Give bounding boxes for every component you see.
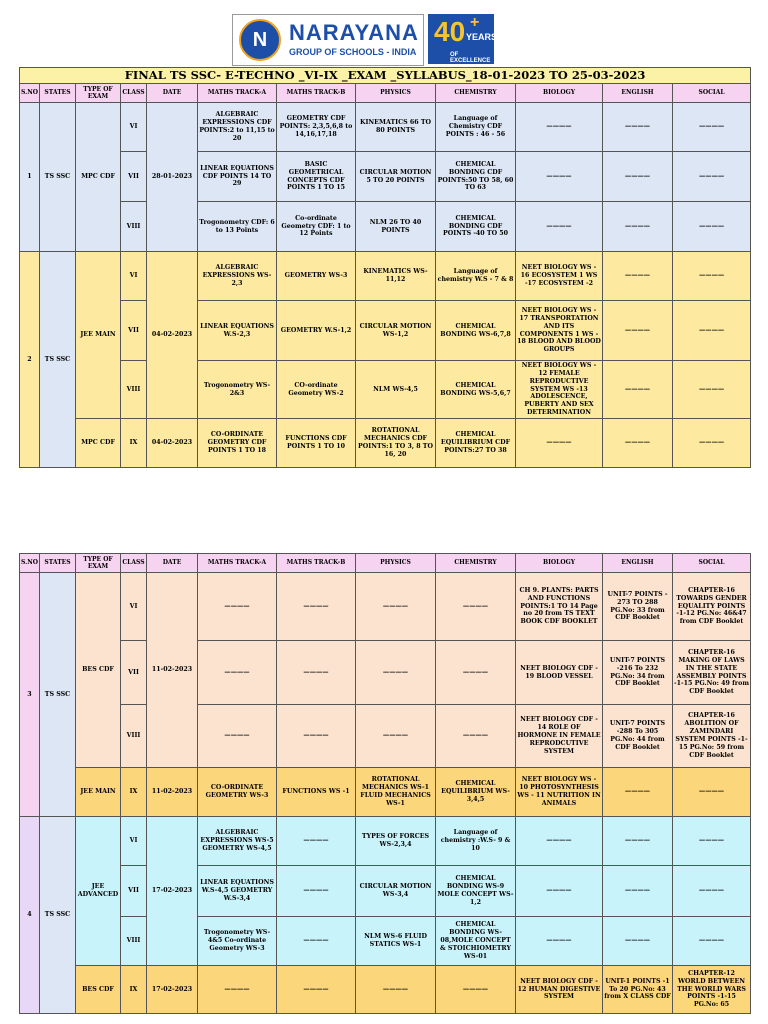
physics-cell: NLM WS-4,5: [356, 361, 436, 419]
brand-subtitle: GROUP OF SCHOOLS - INDIA: [289, 47, 417, 57]
biology-cell: NEET BIOLOGY CDF - 12 HUMAN DIGESTIVE SYSTEM: [516, 966, 603, 1014]
maths-a-cell: Trogonometry WS-2&3: [198, 361, 277, 419]
date-cell: 11-02-2023: [147, 573, 198, 768]
chemistry-cell: ————: [436, 966, 516, 1014]
maths-b-cell: BASIC GEOMETRICAL CONCEPTS CDF POINTS 1 TO 15: [277, 152, 356, 202]
english-cell: ————: [603, 768, 673, 817]
maths-b-cell: ————: [277, 705, 356, 768]
social-cell: ————: [673, 252, 751, 301]
english-cell: UNIT-7 POINTS -288 To 305 PG.No: 44 from CDF Booklet: [603, 705, 673, 768]
biology-cell: NEET BIOLOGY WS - 10 PHOTOSYNTHESIS WS - 11 NUTRITION IN ANIMALS: [516, 768, 603, 817]
maths-b-cell: ————: [277, 917, 356, 966]
social-cell: ————: [673, 152, 751, 202]
chemistry-cell: Language of chemistry :W.S- 9 & 10: [436, 817, 516, 866]
narayana-emblem-icon: N: [239, 19, 281, 61]
physics-cell: ————: [356, 573, 436, 641]
class-cell: VIII: [121, 705, 147, 768]
date-cell: 17-02-2023: [147, 817, 198, 966]
table-row: [20, 768, 751, 817]
social-cell: ————: [673, 817, 751, 866]
social-cell: ————: [673, 917, 751, 966]
maths-b-cell: ————: [277, 641, 356, 705]
chemistry-cell: CHEMICAL BONDING WS-08,MOLE CONCEPT & STOICHIOMETRY WS-01: [436, 917, 516, 966]
header-row: [20, 554, 751, 573]
biology-cell: NEET BIOLOGY WS - 17 TRANSPORTATION AND ITS COMPONENTS 1 WS - 18 BLOOD AND BLOOD GROUPS: [516, 301, 603, 361]
sno-cell: 2: [20, 252, 40, 468]
biology-cell: NEET BIOLOGY WS - 16 ECOSYSTEM 1 WS -17 ECOSYSTEM -2: [516, 252, 603, 301]
table-row: [20, 202, 751, 252]
class-cell: VII: [121, 866, 147, 917]
english-cell: ————: [603, 361, 673, 419]
physics-cell: CIRCULAR MOTION WS-1,2: [356, 301, 436, 361]
maths-b-cell: ————: [277, 573, 356, 641]
exam-cell: BES CDF: [76, 966, 121, 1014]
social-cell: CHAPTER-16 MAKING OF LAWS IN THE STATE ASSEMBLY POINTS -1-15 PG.No: 49 from CDF Booklet: [673, 641, 751, 705]
header-class: CLASS: [121, 554, 147, 573]
physics-cell: KINEMATICS WS-11,12: [356, 252, 436, 301]
header-maths-track-b: MATHS TRACK-B: [277, 84, 356, 103]
class-cell: VI: [121, 103, 147, 152]
state-cell: TS SSC: [40, 817, 76, 1014]
header-maths-track-b: MATHS TRACK-B: [277, 554, 356, 573]
maths-a-cell: LINEAR EQUATIONS W.S-2,3: [198, 301, 277, 361]
english-cell: ————: [603, 866, 673, 917]
chemistry-cell: CHEMICAL BONDING WS-9 MOLE CONCEPT WS-1,2: [436, 866, 516, 917]
header-class: CLASS: [121, 84, 147, 103]
class-cell: VII: [121, 152, 147, 202]
physics-cell: NLM WS-6 FLUID STATICS WS-1: [356, 917, 436, 966]
physics-cell: ROTATIONAL MECHANICS CDF POINTS:1 TO 3, 8 TO 16, 20: [356, 419, 436, 468]
table-row: [20, 817, 751, 866]
maths-a-cell: LINEAR EQUATIONS W.S-4,5 GEOMETRY W.S-3,4: [198, 866, 277, 917]
class-cell: IX: [121, 419, 147, 468]
physics-cell: KINEMATICS 66 TO 80 POINTS: [356, 103, 436, 152]
maths-b-cell: Co-ordinate Geometry CDF: 1 to 12 Points: [277, 202, 356, 252]
maths-a-cell: LINEAR EQUATIONS CDF POINTS 14 TO 29: [198, 152, 277, 202]
biology-cell: ————: [516, 152, 603, 202]
table-row: [20, 152, 751, 202]
chemistry-cell: Language of Chemistry CDF POINTS : 46 - 56: [436, 103, 516, 152]
maths-a-cell: Trogonometry WS-4&5 Co-ordinate Geometry WS-3: [198, 917, 277, 966]
header-date: DATE: [147, 84, 198, 103]
exam-cell: MPC CDF: [76, 419, 121, 468]
header-sno: S.NO: [20, 554, 40, 573]
badge-plus: +: [470, 14, 480, 31]
header-physics: PHYSICS: [356, 554, 436, 573]
class-cell: VIII: [121, 361, 147, 419]
chemistry-cell: Language of chemistry W.S - 7 & 8: [436, 252, 516, 301]
maths-a-cell: ALGEBRAIC EXPRESSIONS CDF POINTS:2 to 11,15 to 20: [198, 103, 277, 152]
syllabus-table-2: [19, 553, 751, 1014]
chemistry-cell: CHEMICAL BONDING CDF POINTS:50 TO 58, 60 TO 63: [436, 152, 516, 202]
class-cell: VI: [121, 817, 147, 866]
header-social: SOCIAL: [673, 84, 751, 103]
social-cell: CHAPTER-16 ABOLITION OF ZAMINDARI SYSTEM POINTS -1-15 PG.No: 59 from CDF Booklet: [673, 705, 751, 768]
state-cell: TS SSC: [40, 103, 76, 252]
english-cell: ————: [603, 103, 673, 152]
badge-number: 40: [434, 16, 466, 47]
date-cell: 04-02-2023: [147, 252, 198, 419]
date-cell: 17-02-2023: [147, 966, 198, 1014]
header-maths-track-a: MATHS TRACK-A: [198, 84, 277, 103]
class-cell: VIII: [121, 917, 147, 966]
chemistry-cell: CHEMICAL BONDING WS-6,7,8: [436, 301, 516, 361]
class-cell: VI: [121, 252, 147, 301]
forty-years-badge: [428, 14, 498, 64]
table-row: [20, 103, 751, 152]
social-cell: CHAPTER-16 TOWARDS GENDER EQUALITY POINTS -1-12 PG.No: 46&47 from CDF Booklet: [673, 573, 751, 641]
chemistry-cell: ————: [436, 705, 516, 768]
header-biology: BIOLOGY: [516, 554, 603, 573]
sno-cell: 4: [20, 817, 40, 1014]
chemistry-cell: ————: [436, 641, 516, 705]
header-biology: BIOLOGY: [516, 84, 603, 103]
chemistry-cell: CHEMICAL BONDING CDF POINTS -40 TO 50: [436, 202, 516, 252]
social-cell: ————: [673, 361, 751, 419]
exam-cell: JEE MAIN: [76, 768, 121, 817]
biology-cell: NEET BIOLOGY WS - 12 FEMALE REPRODUCTIVE SYSTEM WS -13 ADOLESCENCE, PUBERTY AND SEX DETERMINATION: [516, 361, 603, 419]
date-cell: 04-02-2023: [147, 419, 198, 468]
header-type-of-exam: TYPE OF EXAM: [76, 84, 121, 103]
table-row: [20, 705, 751, 768]
english-cell: UNIT-7 POINTS -216 To 232 PG.No: 34 from CDF Booklet: [603, 641, 673, 705]
table-row: [20, 641, 751, 705]
maths-a-cell: ————: [198, 573, 277, 641]
table-row: [20, 252, 751, 301]
header-sno: S.NO: [20, 84, 40, 103]
biology-cell: ————: [516, 866, 603, 917]
header-physics: PHYSICS: [356, 84, 436, 103]
maths-a-cell: CO-ORDINATE GEOMETRY CDF POINTS 1 TO 18: [198, 419, 277, 468]
table-row: [20, 573, 751, 641]
class-cell: VII: [121, 641, 147, 705]
biology-cell: ————: [516, 817, 603, 866]
social-cell: ————: [673, 301, 751, 361]
maths-a-cell: ————: [198, 705, 277, 768]
english-cell: ————: [603, 917, 673, 966]
sno-cell: 3: [20, 573, 40, 817]
header-type-of-exam: TYPE OF EXAM: [76, 554, 121, 573]
english-cell: ————: [603, 252, 673, 301]
social-cell: ————: [673, 866, 751, 917]
chemistry-cell: ————: [436, 573, 516, 641]
maths-a-cell: Trogonometry CDF: 6 to 13 Points: [198, 202, 277, 252]
biology-cell: ————: [516, 202, 603, 252]
state-cell: TS SSC: [40, 252, 76, 468]
biology-cell: ————: [516, 103, 603, 152]
physics-cell: CIRCULAR MOTION WS-3,4: [356, 866, 436, 917]
maths-b-cell: GEOMETRY W.S-1,2: [277, 301, 356, 361]
table-row: [20, 301, 751, 361]
physics-cell: CIRCULAR MOTION 5 TO 20 POINTS: [356, 152, 436, 202]
exam-cell: BES CDF: [76, 573, 121, 768]
header-states: STATES: [40, 84, 76, 103]
exam-cell: MPC CDF: [76, 103, 121, 252]
header-chemistry: CHEMISTRY: [436, 554, 516, 573]
header-english: ENGLISH: [603, 84, 673, 103]
header-maths-track-a: MATHS TRACK-A: [198, 554, 277, 573]
physics-cell: ROTATIONAL MECHANICS WS-1 FLUID MECHANICS WS-1: [356, 768, 436, 817]
english-cell: UNIT-7 POINTS - 273 TO 288 PG.No: 33 from CDF Booklet: [603, 573, 673, 641]
page-title: FINAL TS SSC- E-TECHNO _VI-IX _EXAM _SYLLABUS_18-01-2023 TO 25-03-2023: [20, 68, 751, 84]
class-cell: IX: [121, 966, 147, 1014]
maths-a-cell: CO-ORDINATE GEOMETRY WS-3: [198, 768, 277, 817]
class-cell: VI: [121, 573, 147, 641]
table-row: [20, 361, 751, 419]
date-cell: 11-02-2023: [147, 768, 198, 817]
class-cell: VII: [121, 301, 147, 361]
physics-cell: NLM 26 TO 40 POINTS: [356, 202, 436, 252]
maths-b-cell: ————: [277, 866, 356, 917]
biology-cell: NEET BIOLOGY CDF - 14 ROLE OF HORMONE IN FEMALE REPRODCUTIVE SYSTEM: [516, 705, 603, 768]
english-cell: ————: [603, 817, 673, 866]
header-date: DATE: [147, 554, 198, 573]
header-social: SOCIAL: [673, 554, 751, 573]
header-logo-area: [232, 14, 498, 64]
maths-a-cell: ALGEBRAIC EXPRESSIONS WS-2,3: [198, 252, 277, 301]
header-chemistry: CHEMISTRY: [436, 84, 516, 103]
maths-a-cell: ALGEBRAIC EXPRESSIONS WS-5 GEOMETRY WS-4,5: [198, 817, 277, 866]
brand-name: NARAYANA: [289, 20, 419, 45]
date-cell: 28-01-2023: [147, 103, 198, 252]
maths-a-cell: ————: [198, 966, 277, 1014]
maths-b-cell: FUNCTIONS WS -1: [277, 768, 356, 817]
biology-cell: ————: [516, 917, 603, 966]
social-cell: CHAPTER-12 WORLD BETWEEN THE WORLD WARS POINTS -1-15 PG.No: 65: [673, 966, 751, 1014]
sno-cell: 1: [20, 103, 40, 252]
biology-cell: ————: [516, 419, 603, 468]
maths-b-cell: FUNCTIONS CDF POINTS 1 TO 10: [277, 419, 356, 468]
syllabus-table-1: [19, 67, 751, 468]
table-row: [20, 866, 751, 917]
english-cell: ————: [603, 152, 673, 202]
biology-cell: CH 9. PLANTS: PARTS AND FUNCTIONS POINTS:1 TO 14 Page no 20 from TS TEXT BOOK CDF BOOKLET: [516, 573, 603, 641]
header-states: STATES: [40, 554, 76, 573]
english-cell: ————: [603, 301, 673, 361]
physics-cell: ————: [356, 966, 436, 1014]
chemistry-cell: CHEMICAL EQUILIBRIUM CDF POINTS:27 TO 38: [436, 419, 516, 468]
header-row: [20, 84, 751, 103]
table-row: [20, 966, 751, 1014]
table-row: [20, 917, 751, 966]
social-cell: ————: [673, 103, 751, 152]
exam-cell: JEE MAIN: [76, 252, 121, 419]
maths-b-cell: ————: [277, 966, 356, 1014]
physics-cell: ————: [356, 641, 436, 705]
english-cell: ————: [603, 202, 673, 252]
maths-b-cell: CO-ordinate Geometry WS-2: [277, 361, 356, 419]
maths-b-cell: GEOMETRY CDF POINTS: 2,3,5,6,8 to 14,16,17,18: [277, 103, 356, 152]
english-cell: UNIT-1 POINTS -1 To 20 PG.No: 43 from X CLASS CDF: [603, 966, 673, 1014]
exam-cell: JEE ADVANCED: [76, 817, 121, 966]
table-row: [20, 419, 751, 468]
biology-cell: NEET BIOLOGY CDF - 19 BLOOD VESSEL: [516, 641, 603, 705]
social-cell: ————: [673, 202, 751, 252]
class-cell: IX: [121, 768, 147, 817]
state-cell: TS SSC: [40, 573, 76, 817]
narayana-logo: [232, 14, 424, 66]
maths-b-cell: GEOMETRY WS-3: [277, 252, 356, 301]
chemistry-cell: CHEMICAL EQUILIBRIUM WS-3,4,5: [436, 768, 516, 817]
maths-a-cell: ————: [198, 641, 277, 705]
badge-years: YEARS: [466, 32, 498, 42]
class-cell: VIII: [121, 202, 147, 252]
chemistry-cell: CHEMICAL BONDING WS-5,6,7: [436, 361, 516, 419]
badge-tagline: OF EXCELLENCE: [450, 52, 491, 64]
social-cell: ————: [673, 768, 751, 817]
physics-cell: TYPES OF FORCES WS-2,3,4: [356, 817, 436, 866]
social-cell: ————: [673, 419, 751, 468]
header-english: ENGLISH: [603, 554, 673, 573]
english-cell: ————: [603, 419, 673, 468]
physics-cell: ————: [356, 705, 436, 768]
maths-b-cell: ————: [277, 817, 356, 866]
